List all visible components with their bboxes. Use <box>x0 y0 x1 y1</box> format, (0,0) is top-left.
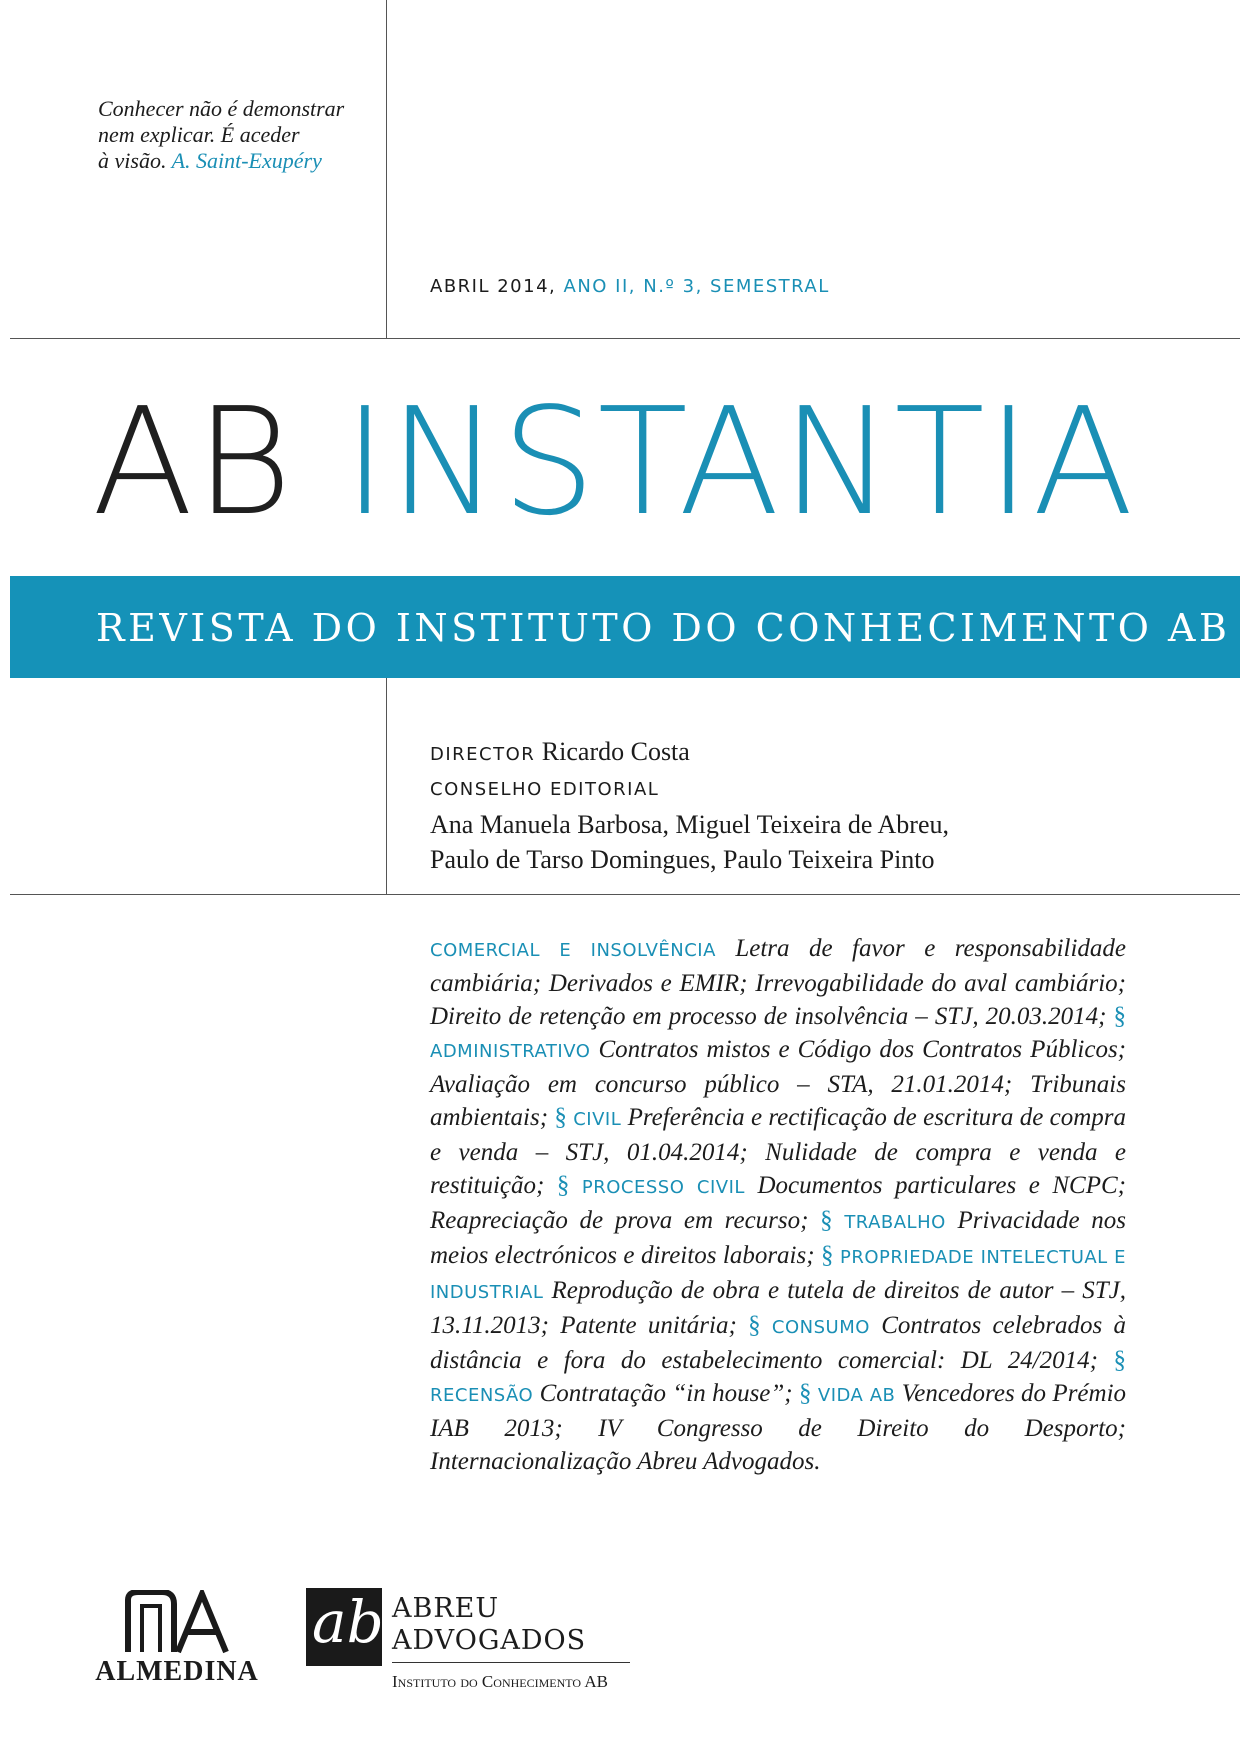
section-label: VIDA AB <box>817 1385 896 1406</box>
masthead-word-ab: AB <box>92 376 295 548</box>
section-separator: § <box>1113 1003 1126 1030</box>
section-separator: § <box>821 1242 834 1269</box>
section-label: PROCESSO CIVIL <box>581 1177 745 1198</box>
table-of-contents <box>430 932 1126 1478</box>
section-label: CONSUMO <box>771 1317 870 1338</box>
section-text: Preferência e rectificação de escritura de compra e venda – STJ, 01.04.2014; Nulidade de compra e venda e restituição; <box>430 1104 1126 1199</box>
abreu-advogados-logo <box>306 1588 636 1698</box>
abreu-monogram-box <box>306 1588 382 1666</box>
epigraph-quote <box>98 96 398 174</box>
section-label: RECENSÃO <box>430 1385 534 1406</box>
abreu-divider <box>392 1662 630 1663</box>
quote-line-3: à visão. <box>98 148 167 173</box>
section-separator: § <box>799 1380 812 1407</box>
section-separator: § <box>556 1172 570 1199</box>
section-text: Contratos mistos e Código dos Contratos Públicos; Avaliação em concurso público – STA, 21.01.2014; Tribunais ambientais; <box>430 1036 1126 1131</box>
issue-details: ANO II, N.º 3, SEMESTRAL <box>563 276 830 297</box>
middle-vertical-rule <box>386 678 387 894</box>
quote-line-2: nem explicar. É aceder <box>98 122 300 147</box>
section-label: CIVIL <box>573 1109 622 1130</box>
abreu-name-line-1: ABREU <box>392 1593 500 1624</box>
director-name: Ricardo Costa <box>541 737 690 766</box>
section-separator: § <box>1113 1347 1126 1374</box>
section-text: Contratos celebrados à distância e fora do estabelecimento comercial: DL 24/2014; <box>430 1312 1127 1374</box>
section-separator: § <box>554 1104 567 1131</box>
almedina-logo <box>92 1590 262 1690</box>
abreu-institute-name: Instituto do Conhecimento AB <box>392 1672 608 1691</box>
subtitle-band <box>10 576 1240 678</box>
section-label: ADMINISTRATIVO <box>430 1041 591 1062</box>
masthead-word-instantia: INSTANTIA <box>343 376 1136 548</box>
almedina-name: ALMEDINA <box>95 1656 259 1687</box>
masthead-title <box>92 376 1136 548</box>
director-label: DIRECTOR <box>430 744 536 765</box>
section-separator: § <box>748 1312 761 1339</box>
lower-horizontal-rule <box>10 894 1240 895</box>
board-label: CONSELHO EDITORIAL <box>430 779 660 800</box>
editorial-staff <box>430 734 1210 877</box>
section-text: Contratação “in house”; <box>539 1380 793 1407</box>
board-line-1: Ana Manuela Barbosa, Miguel Teixeira de Abreu, <box>430 810 949 839</box>
section-text: Vencedores do Prémio IAB 2013; IV Congresso de Direito do Desporto; Internacionalização Abreu Advogados. <box>430 1380 1127 1475</box>
section-label: PROPRIEDADE INTELECTUAL E INDUSTRIAL <box>430 1247 1127 1303</box>
board-line-2: Paulo de Tarso Domingues, Paulo Teixeira Pinto <box>430 845 935 874</box>
quote-author: A. Saint-Exupéry <box>171 148 322 173</box>
issue-line <box>430 276 830 297</box>
issue-date: ABRIL 2014, <box>430 276 557 297</box>
almedina-monogram-icon <box>122 1590 232 1654</box>
section-label: COMERCIAL E INSOLVÊNCIA <box>430 940 716 961</box>
section-text: Documentos particulares e NCPC; Reapreciação de prova em recurso; <box>430 1172 1127 1234</box>
section-text: Reprodução de obra e tutela de direitos de autor – STJ, 13.11.2013; Patente unitária; <box>430 1277 1127 1339</box>
quote-line-1: Conhecer não é demonstrar <box>98 96 345 121</box>
subtitle-text: REVISTA DO INSTITUTO DO CONHECIMENTO AB <box>96 606 1231 650</box>
abreu-name-line-2: ADVOGADOS <box>392 1625 587 1656</box>
section-label: TRABALHO <box>844 1212 946 1233</box>
section-text: Letra de favor e responsabilidade cambiária; Derivados e EMIR; Irrevogabilidade do aval cambiário; Direito de retenção em processo de insolvência – STJ, 20.03.2014; <box>430 935 1127 1030</box>
section-text: Privacidade nos meios electrónicos e direitos laborais; <box>430 1207 1127 1269</box>
abreu-monogram: ab <box>312 1588 384 1656</box>
section-separator: § <box>820 1207 833 1234</box>
upper-horizontal-rule <box>10 338 1240 339</box>
